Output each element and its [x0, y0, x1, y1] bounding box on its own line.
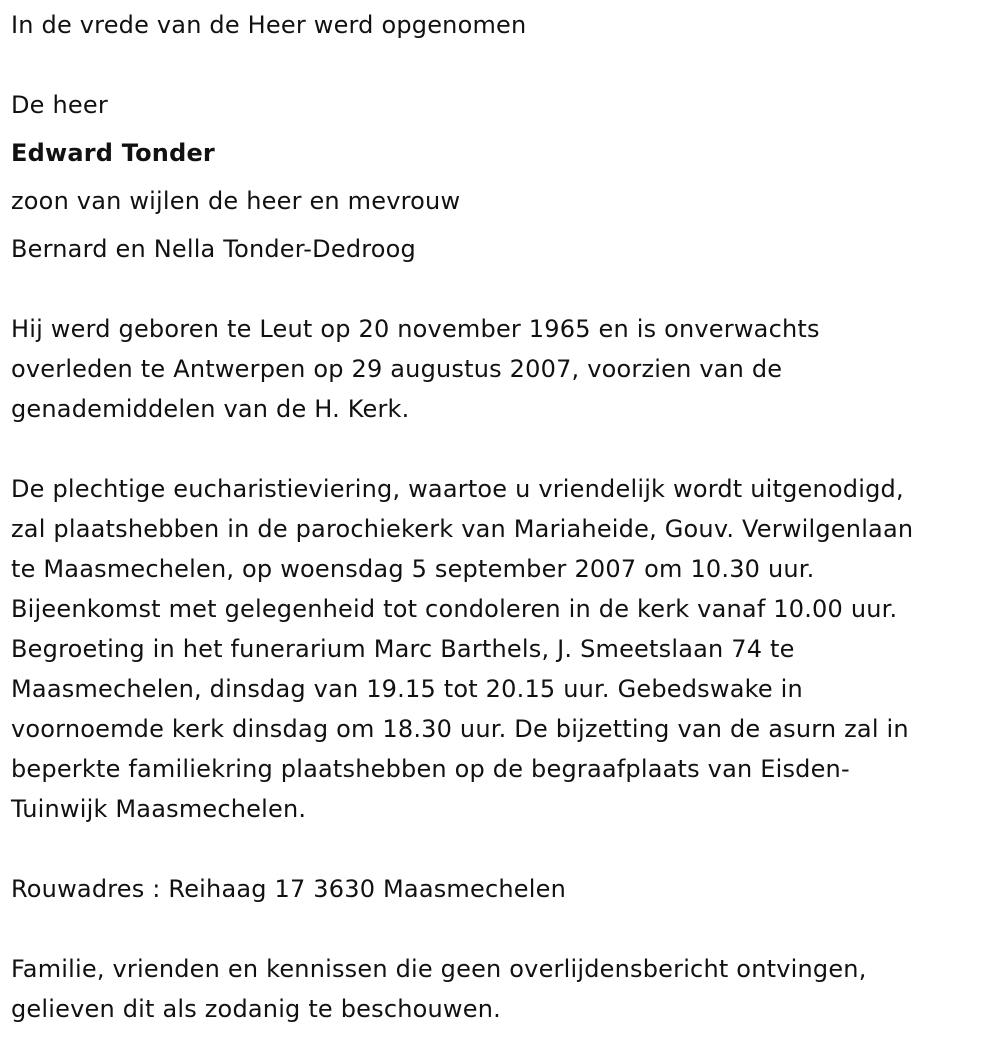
paragraph-line: Hij werd geboren te Leut op 20 november 1965 en is onverwachts — [11, 315, 820, 343]
salutation: De heer — [11, 91, 108, 119]
paragraph-line: beperkte familiekring plaatshebben op de begraafplaats van Eisden- — [11, 755, 850, 783]
paragraph-line: Tuinwijk Maasmechelen. — [11, 795, 307, 823]
paragraph-line: overleden te Antwerpen op 29 augustus 2007, voorzien van de — [11, 355, 783, 383]
paragraph-line: voornoemde kerk dinsdag om 18.30 uur. De bijzetting van de asurn zal in — [11, 715, 909, 743]
paragraph-line: Bijeenkomst met gelegenheid tot condoleren in de kerk vanaf 10.00 uur. — [11, 595, 898, 623]
intro-line: In de vrede van de Heer werd opgenomen — [11, 11, 527, 39]
paragraph-line: te Maasmechelen, op woensdag 5 september 2007 om 10.30 uur. — [11, 555, 815, 583]
paragraph-line: genademiddelen van de H. Kerk. — [11, 395, 410, 423]
paragraph-line: Familie, vrienden en kennissen die geen overlijdensbericht ontvingen, — [11, 955, 867, 983]
paragraph-line: gelieven dit als zodanig te beschouwen. — [11, 995, 501, 1023]
parents-intro: zoon van wijlen de heer en mevrouw — [11, 187, 461, 215]
paragraph-line: zal plaatshebben in de parochiekerk van Mariaheide, Gouv. Verwilgenlaan — [11, 515, 914, 543]
paragraph-line: Begroeting in het funerarium Marc Barthels, J. Smeetslaan 74 te — [11, 635, 795, 663]
deceased-name: Edward Tonder — [11, 139, 215, 167]
mourning-address: Rouwadres : Reihaag 17 3630 Maasmechelen — [11, 875, 566, 903]
parents-names: Bernard en Nella Tonder-Dedroog — [11, 235, 416, 263]
paragraph-line: Maasmechelen, dinsdag van 19.15 tot 20.15 uur. Gebedswake in — [11, 675, 803, 703]
paragraph-line: De plechtige eucharistieviering, waartoe u vriendelijk wordt uitgenodigd, — [11, 475, 904, 503]
